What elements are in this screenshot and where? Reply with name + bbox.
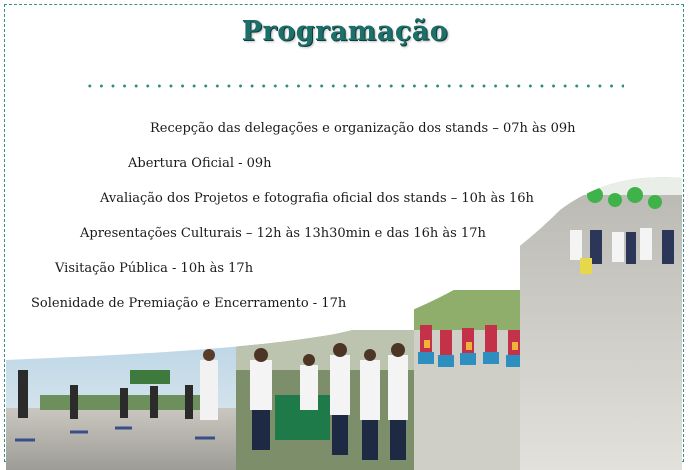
photo-visitation <box>520 170 685 470</box>
photo-stage <box>6 340 236 470</box>
schedule-item-evaluation: Avaliação dos Projetos e fotografia oficial dos stands – 10h às 16h <box>100 191 534 206</box>
photo-stand <box>236 330 416 470</box>
page-title: Programação <box>241 16 449 47</box>
schedule-item-public-visit: Visitação Pública - 10h às 17h <box>55 261 254 276</box>
schedule-item-opening: Abertura Oficial - 09h <box>128 156 272 171</box>
schedule-item-award: Solenidade de Premiação e Encerramento - 17h <box>31 296 347 311</box>
schedule-item-cultural: Apresentações Culturais – 12h às 13h30min e das 16h às 17h <box>80 226 486 241</box>
schedule-item-reception: Recepção das delegações e organização dos stands – 07h às 09h <box>150 121 576 136</box>
